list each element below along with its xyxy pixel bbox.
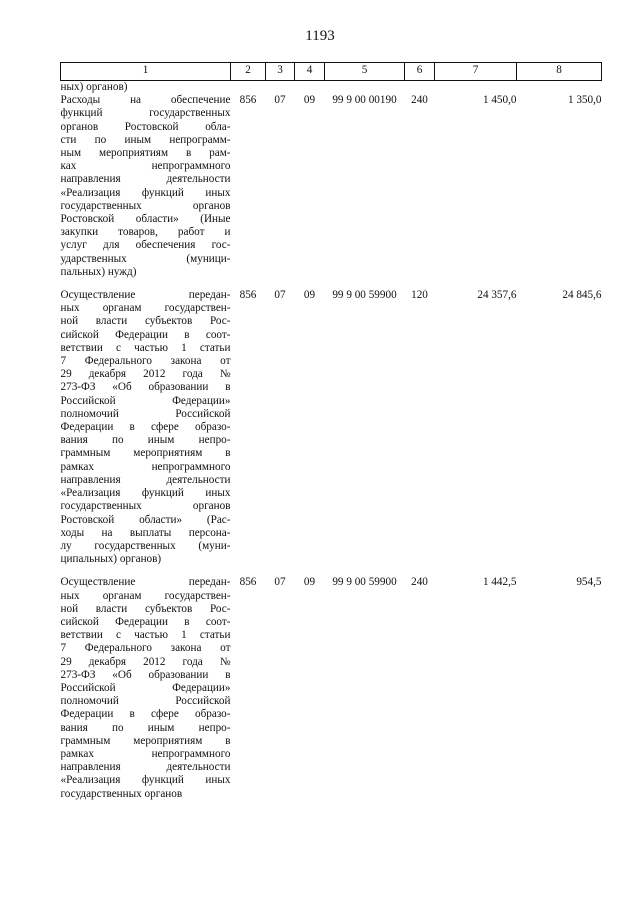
row-description [61,576,231,800]
cell-subsection: 09 [303,94,316,107]
description-line: Осуществление передан- [60,576,231,589]
description-line: ным мероприятиям в рам- [60,147,231,160]
description-line: Расходы на обеспечение [60,94,231,107]
cell-expense-type: 240 [411,576,428,589]
description-line: ных органам государствен- [60,589,231,602]
description-line: лу государственных (муни- [60,539,231,552]
row-description [61,289,231,566]
description-line: граммным мероприятиям в [60,734,231,747]
cell-amount-year-2: 954,5 [576,576,602,589]
description-line: государственных органов [60,500,231,513]
description-line: направления деятельности [60,173,231,186]
header-col-7: 7 [435,63,517,81]
description-line: 29 декабря 2012 года № [60,655,231,668]
row-spacer [61,566,602,576]
row-spacer [61,279,602,289]
cell-section: 07 [274,94,286,107]
description-line: функций государственных [60,107,231,120]
cell-target-article: 99 9 00 59900 [332,289,397,302]
description-line: ной власти субъектов Рос- [60,315,231,328]
description-line: государственных органов [60,199,231,212]
description-line: рамках непрограммного [60,460,231,473]
header-col-4: 4 [295,63,325,81]
description-line: ударственных (муници- [60,252,231,265]
description-line: Ростовской области» (Иные [60,213,231,226]
cell-amount-year-2: 1 350,0 [567,94,602,107]
cell-target-article: 99 9 00 00190 [332,94,397,107]
description-line: закупки товаров, работ и [60,226,231,239]
description-line: ципальных) органов) [60,553,162,566]
description-line: ках непрограммного [60,160,231,173]
description-line: Осуществление передан- [60,289,231,302]
description-line: сийской Федерации в соот- [60,328,231,341]
cell-amount-year-1: 1 442,5 [482,576,517,589]
header-col-6: 6 [405,63,435,81]
description-line: вания по иным непро- [60,434,231,447]
continuation-row [61,81,602,95]
table-row [61,576,602,800]
row-description [61,94,231,279]
header-col-8: 8 [517,63,602,81]
description-line: рамках непрограммного [60,747,231,760]
header-col-1: 1 [61,63,231,81]
cell-ministry-code: 856 [239,576,257,589]
cell-ministry-code: 856 [239,289,257,302]
page-number: 1193 [305,28,335,44]
cell-subsection: 09 [303,289,316,302]
cell-target-article: 99 9 00 59900 [332,576,397,589]
description-line: 7 Федерального закона от [60,642,231,655]
description-line: 273-ФЗ «Об образовании в [60,381,231,394]
description-line: 273-ФЗ «Об образовании в [60,668,231,681]
description-line: ходы на выплаты персона- [60,526,231,539]
budget-table [60,62,602,801]
header-col-3: 3 [266,63,295,81]
description-line: Федерации в сфере образо- [60,421,231,434]
cell-amount-year-1: 1 450,0 [482,94,517,107]
cell-amount-year-2: 24 845,6 [562,289,602,302]
cell-section: 07 [274,289,286,302]
description-line: пальных) нужд) [60,265,137,278]
description-line: ных органам государствен- [60,302,231,315]
header-col-5: 5 [325,63,405,81]
table-row [61,94,602,279]
cell-expense-type: 240 [411,94,428,107]
table-row [61,289,602,566]
description-line: услуг для обеспечения гос- [60,239,231,252]
description-line: Российской Федерации» [60,394,231,407]
header-col-2: 2 [231,63,266,81]
description-line: граммным мероприятиям в [60,447,231,460]
description-line: ветствии с частью 1 статьи [60,629,231,642]
description-line: органов Ростовской обла- [60,120,231,133]
cell-ministry-code: 856 [239,94,257,107]
description-line: вания по иным непро- [60,721,231,734]
description-line: государственных органов [60,787,183,800]
description-line: «Реализация функций иных [60,487,231,500]
description-line: 29 декабря 2012 года № [60,368,231,381]
description-line: Ростовской области» (Рас- [60,513,231,526]
description-line: 7 Федерального закона от [60,355,231,368]
continuation-text: ных) органов) [60,81,128,93]
description-line: ной власти субъектов Рос- [60,602,231,615]
cell-expense-type: 120 [411,289,428,302]
cell-section: 07 [274,576,286,589]
description-line: Федерации в сфере образо- [60,708,231,721]
header-row [61,63,602,81]
description-line: полномочий Российской [60,407,231,420]
cell-subsection: 09 [303,576,316,589]
description-line: ветствии с частью 1 статьи [60,341,231,354]
description-line: «Реализация функций иных [60,774,231,787]
description-line: сийской Федерации в соот- [60,615,231,628]
description-line: «Реализация функций иных [60,186,231,199]
description-line: направления деятельности [60,473,231,486]
description-line: полномочий Российской [60,695,231,708]
cell-amount-year-1: 24 357,6 [477,289,517,302]
description-line: сти по иным непрограмм- [60,133,231,146]
description-line: направления деятельности [60,761,231,774]
description-line: Российской Федерации» [60,681,231,694]
